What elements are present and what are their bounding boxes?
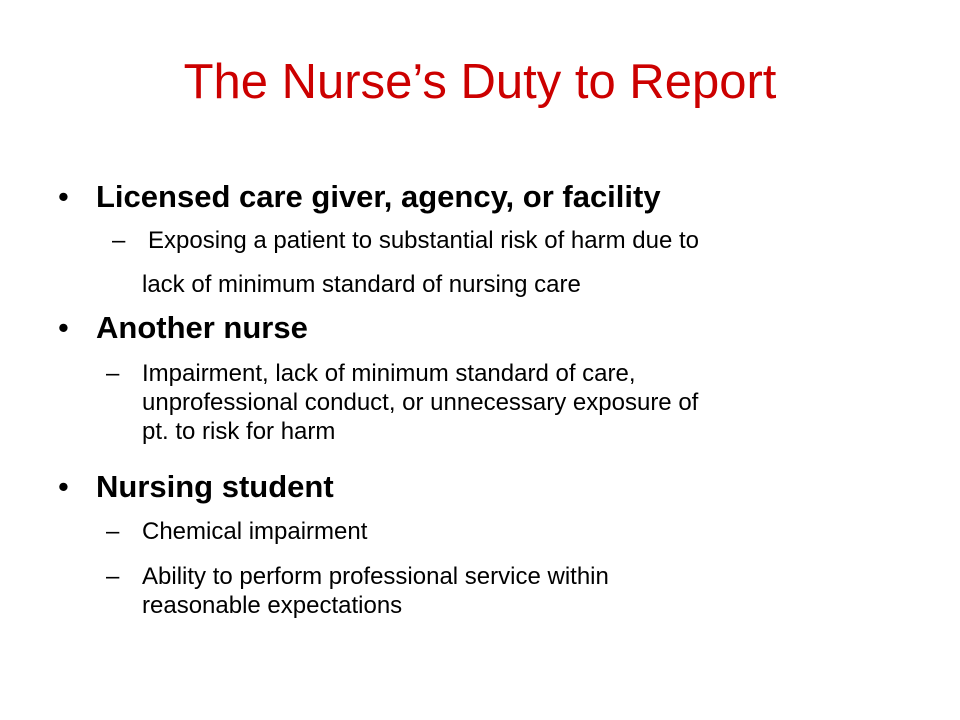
dash-icon: – — [106, 563, 120, 590]
sub-item-text — [142, 359, 698, 446]
dash-icon: – — [112, 227, 126, 254]
sub-item-line: Impairment, lack of minimum standard of care, — [142, 360, 636, 387]
dash-icon: – — [106, 518, 120, 545]
sub-item-line: Ability to perform professional service within — [142, 563, 609, 590]
slide-title: The Nurse’s Duty to Report — [183, 55, 777, 109]
dash-icon: – — [106, 360, 120, 387]
sub-item-line: Chemical impairment — [142, 518, 368, 545]
sub-item-text — [142, 517, 367, 546]
sub-item-line: lack of minimum standard of nursing care — [142, 271, 581, 298]
bullet-heading: Nursing student — [96, 469, 334, 504]
sub-item-line: Exposing a patient to substantial risk of harm due to — [148, 227, 699, 254]
bullet-icon: • — [58, 310, 69, 345]
bullet-heading: Licensed care giver, agency, or facility — [96, 179, 661, 214]
bullet-heading: Another nurse — [96, 310, 308, 345]
sub-item-text — [142, 562, 609, 620]
sub-item-text — [142, 219, 699, 307]
bullet-icon: • — [58, 469, 69, 504]
sub-item-line: pt. to risk for harm — [142, 418, 336, 445]
bullet-icon: • — [58, 179, 69, 214]
sub-item-line: reasonable expectations — [142, 592, 403, 619]
sub-item-line: unprofessional conduct, or unnecessary exposure of — [142, 389, 699, 416]
